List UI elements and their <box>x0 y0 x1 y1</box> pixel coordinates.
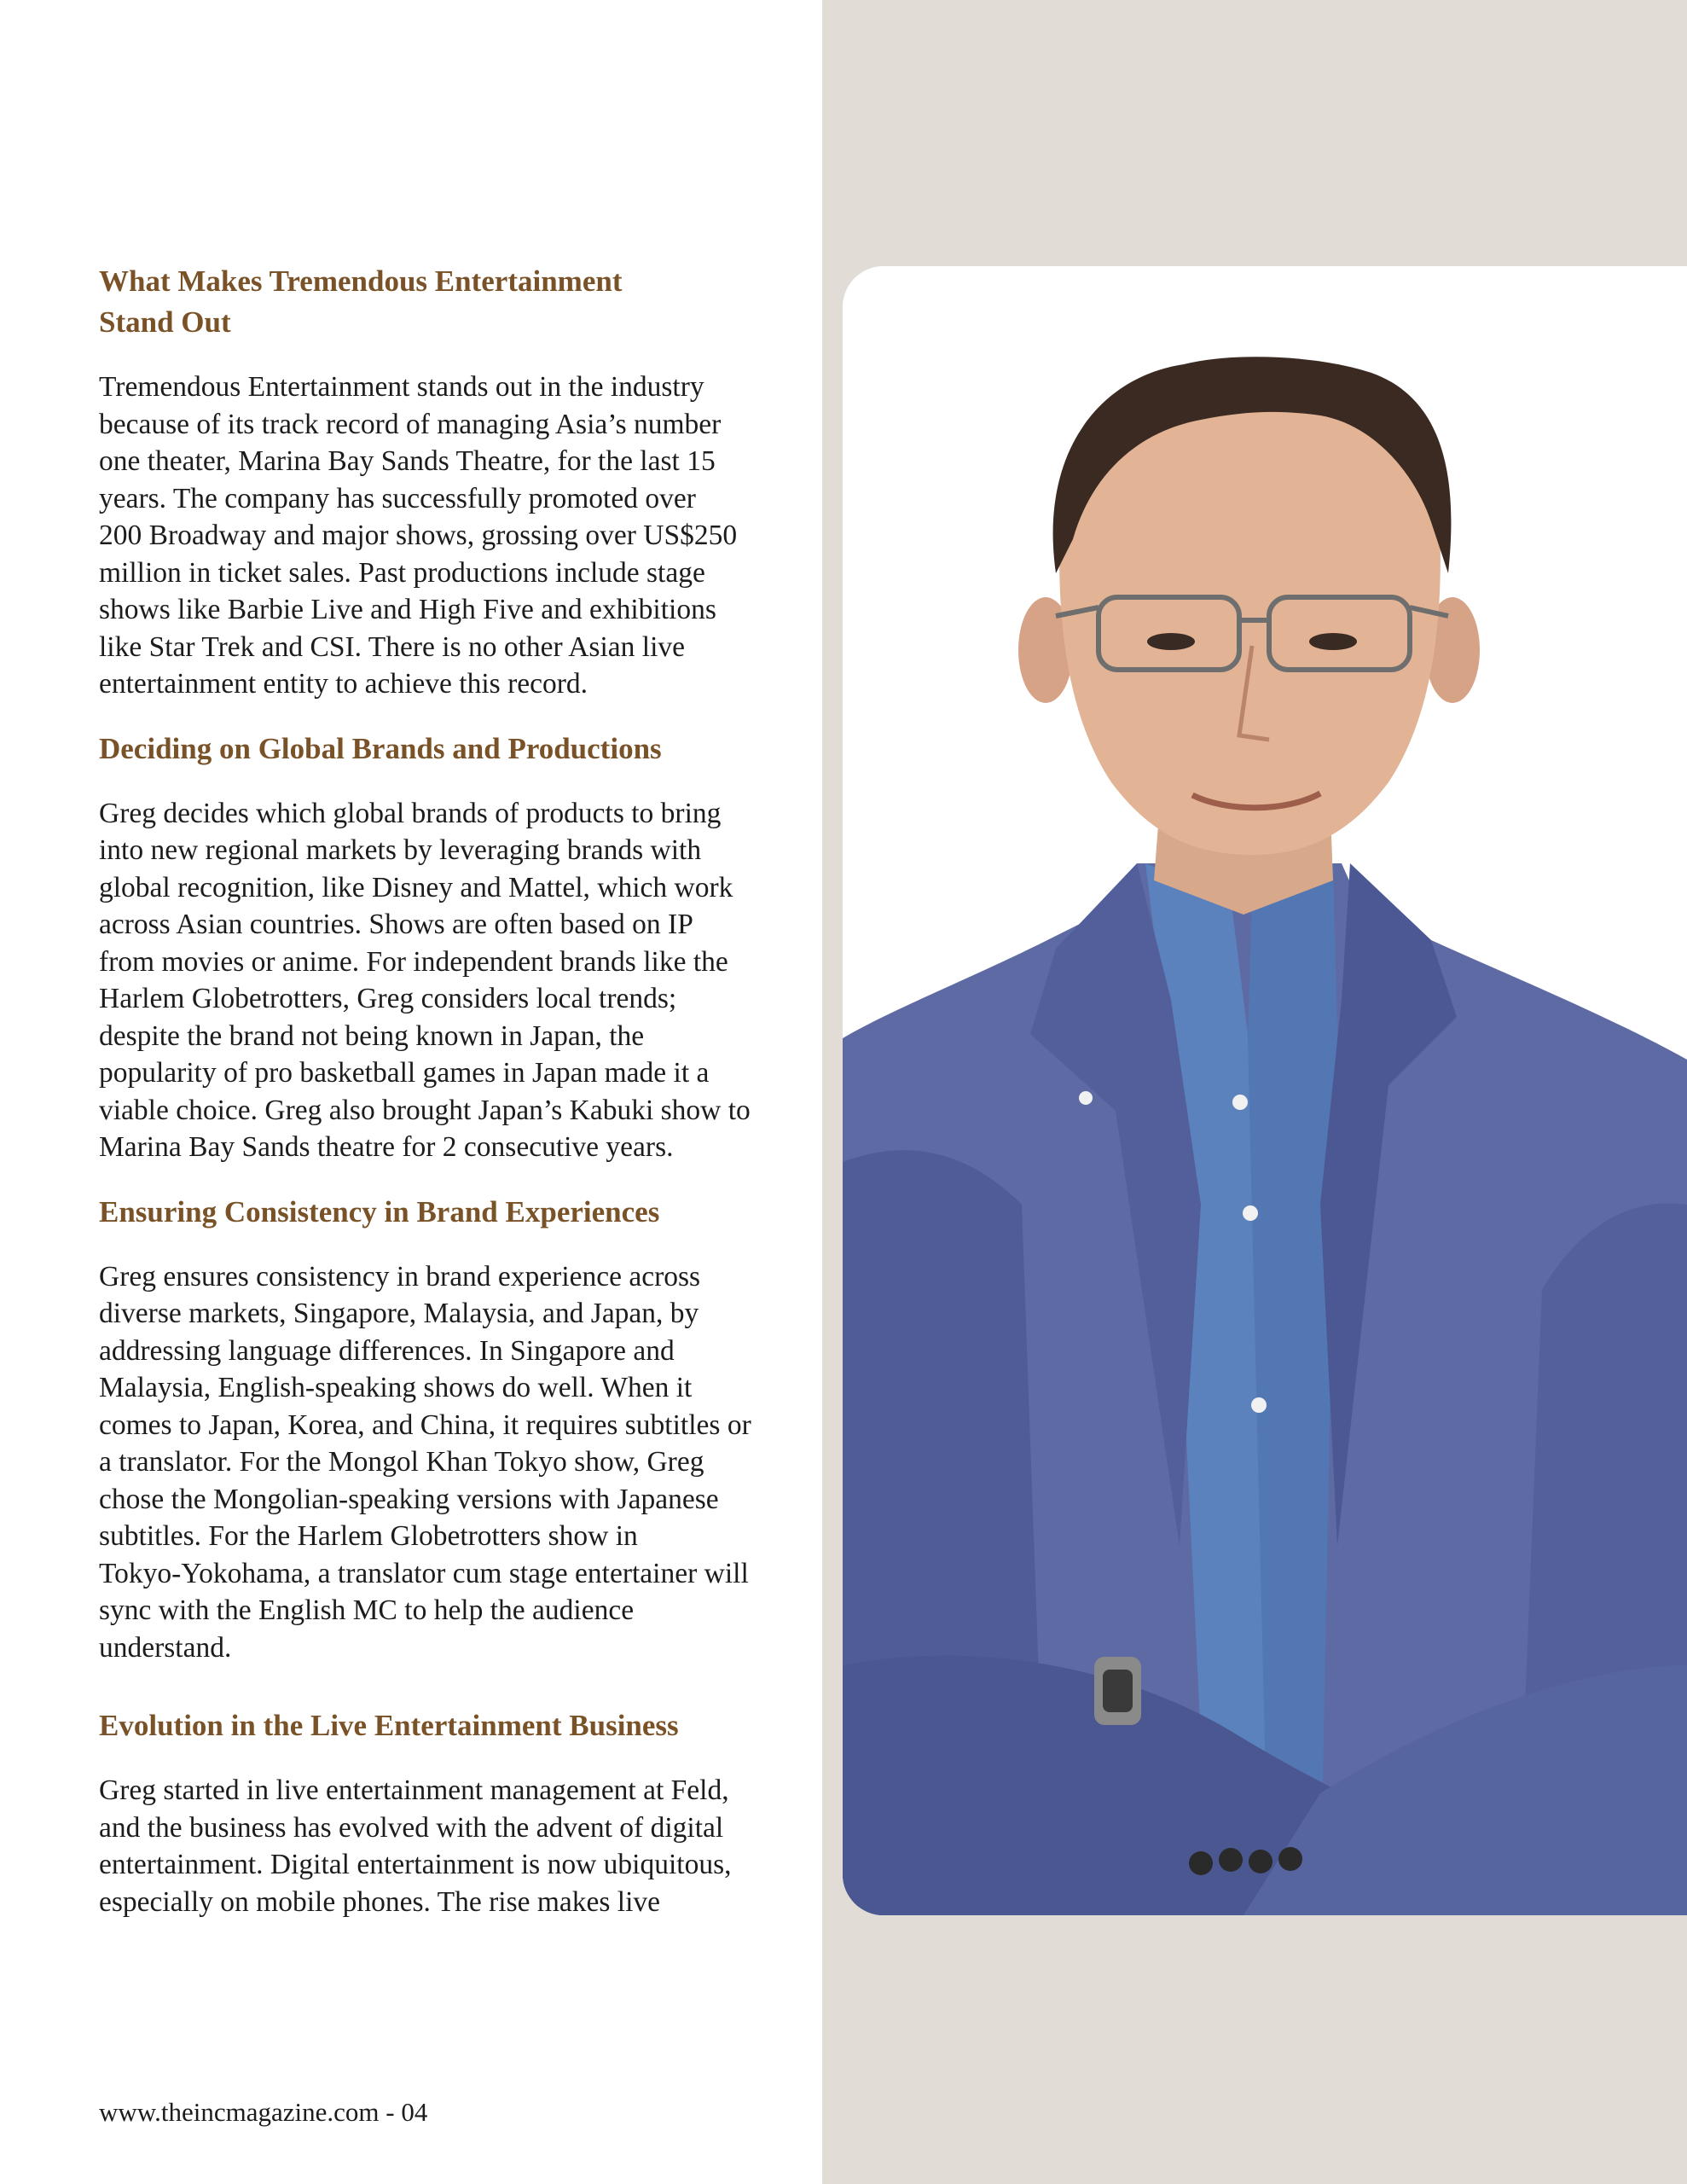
section-global-brands <box>99 729 807 1166</box>
section-heading: Evolution in the Live Entertainment Business <box>99 1709 679 1742</box>
portrait-photo <box>843 266 1687 1915</box>
section-heading: Deciding on Global Brands and Productions <box>99 731 662 765</box>
section-paragraph: Greg decides which global brands of products to bring into new regional markets by leveraging brands with global recognition, like Disney and Mattel, which work across Asian countries. Shows are often based on IP from movies or anime. For independent brands like the Harlem Globetrotters, Greg considers local trends; despite the brand not being known in Japan, the popularity of pro basketball games in Japan made it a viable choice. Greg also brought Japan’s Kabuki show to Marina Bay Sands theatre for 2 consecutive years. <box>99 797 751 1163</box>
article-body <box>99 261 807 1920</box>
section-heading: Ensuring Consistency in Brand Experiences <box>99 1194 660 1228</box>
section-tremendous-entertainment <box>99 261 807 703</box>
page-footer: www.theincmagazine.com - 04 <box>99 2097 428 2127</box>
section-paragraph: Tremendous Entertainment stands out in the industry because of its track record of managing Asia’s number one theater, Marina Bay Sands Theatre, for the last 15 years. The company has successfully promoted over 200 Broadway and major shows, grossing over US$250 million in ticket sales. Past productions include stage shows like Barbie Live and High Five and exhibitions like Star Trek and CSI. There is no other Asian live entertainment entity to achieve this record. <box>99 371 738 700</box>
section-paragraph: Greg started in live entertainment management at Feld, and the business has evolved with the advent of digital entertainment. Digital entertainment is now ubiquitous, especially on mobile phones. The rise makes live <box>99 1774 732 1918</box>
section-paragraph: Greg ensures consistency in brand experience across diverse markets, Singapore, Malaysia, and Japan, by addressing language differences. In Singapore and Malaysia, English-speaking shows do well. When it comes to Japan, Korea, and China, it requires subtitles or a translator. For the Mongol Khan Tokyo show, Greg chose the Mongolian-speaking versions with Japanese subtitles. For the Harlem Globetrotters show in Tokyo-Yokohama, a translator cum stage entertainer will sync with the English MC to help the audience understand. <box>99 1260 751 1664</box>
section-heading: What Makes Tremendous Entertainment Stand Out <box>99 264 623 339</box>
portrait-illustration <box>843 266 1687 1915</box>
section-brand-consistency <box>99 1192 807 1667</box>
section-evolution <box>99 1705 807 1920</box>
